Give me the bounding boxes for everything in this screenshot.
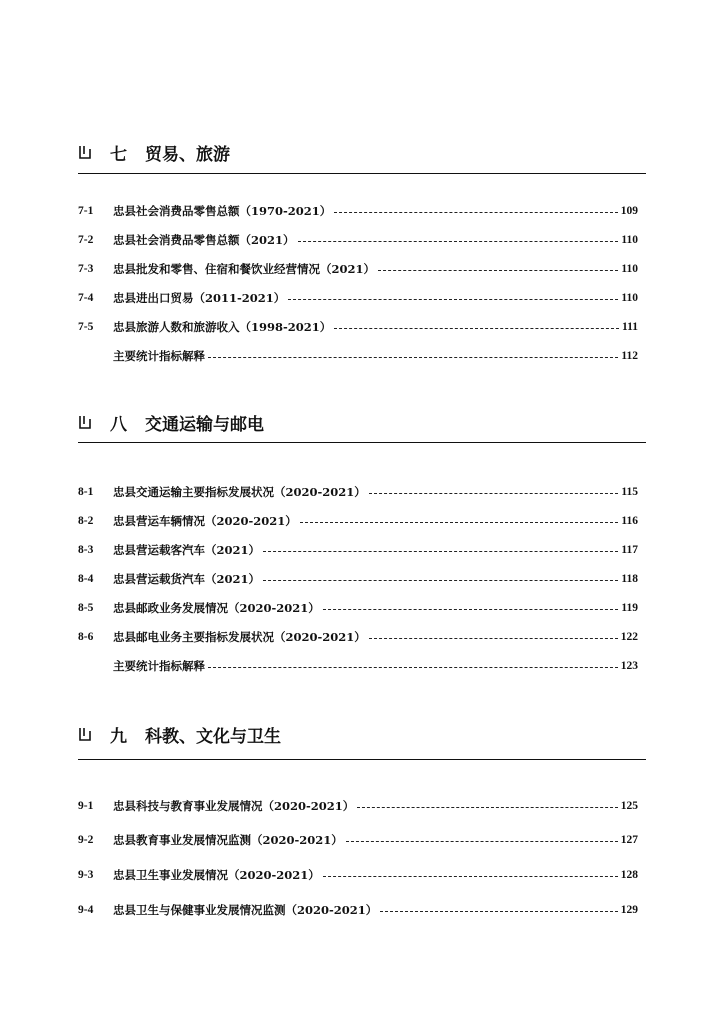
entry-page: 111 — [622, 321, 638, 333]
toc-entry[interactable] — [78, 867, 638, 883]
entry-code: 8-1 — [78, 486, 94, 498]
entry-page: 112 — [621, 350, 638, 362]
entry-code: 9-1 — [78, 800, 94, 812]
toc-entry[interactable] — [78, 798, 638, 814]
toc-entry[interactable] — [78, 902, 638, 918]
dot-leader — [334, 328, 619, 329]
section-number: 九 — [110, 726, 127, 747]
entry-page: 123 — [620, 660, 638, 672]
dot-leader — [208, 357, 618, 358]
entry-page: 127 — [620, 834, 638, 846]
entry-code: 9-4 — [78, 904, 94, 916]
section-number: 八 — [110, 414, 127, 435]
toc-entry[interactable] — [78, 600, 638, 616]
entry-title: 忠县进出口贸易（2011-2021） — [113, 291, 286, 305]
entry-code: 8-2 — [78, 515, 94, 527]
dot-leader — [300, 522, 619, 523]
toc-entry[interactable] — [78, 203, 638, 219]
dot-leader — [288, 299, 618, 300]
entry-page: 110 — [621, 234, 638, 246]
entry-page: 110 — [621, 292, 638, 304]
section-heading — [78, 409, 264, 435]
entry-title: 忠县科技与教育事业发展情况（2020-2021） — [113, 799, 355, 813]
section-heading — [78, 139, 230, 165]
section-title: 贸易、旅游 — [145, 144, 230, 165]
entry-title: 忠县教育事业发展情况监测（2020-2021） — [113, 833, 343, 847]
entry-title: 忠县营运载客汽车（2021） — [113, 543, 261, 557]
entry-title: 主要统计指标解释 — [113, 659, 205, 673]
toc-entry-notes[interactable] — [78, 348, 638, 364]
toc-entry-notes[interactable] — [78, 658, 638, 674]
entry-code: 7-1 — [78, 205, 94, 217]
toc-entry[interactable] — [78, 319, 638, 335]
toc-entry[interactable] — [78, 542, 638, 558]
dot-leader — [208, 667, 618, 668]
entry-title: 忠县卫生与保健事业发展情况监测（2020-2021） — [113, 903, 378, 917]
entry-title: 忠县邮电业务主要指标发展状况（2020-2021） — [113, 630, 366, 644]
entry-code: 9-3 — [78, 869, 94, 881]
toc-entry[interactable] — [78, 513, 638, 529]
dot-leader — [263, 551, 618, 552]
entry-page: 109 — [620, 205, 638, 217]
entry-page: 129 — [620, 904, 638, 916]
dot-leader — [369, 638, 618, 639]
section-bracket-icon — [78, 415, 92, 429]
entry-page: 118 — [621, 573, 638, 585]
dot-leader — [378, 270, 618, 271]
toc-entry[interactable] — [78, 232, 638, 248]
toc-entry[interactable] — [78, 261, 638, 277]
dot-leader — [346, 841, 618, 842]
entry-code: 8-4 — [78, 573, 94, 585]
dot-leader — [357, 807, 617, 808]
entry-title: 忠县营运车辆情况（2020-2021） — [113, 514, 297, 528]
entry-code: 7-5 — [78, 321, 94, 333]
dot-leader — [323, 876, 618, 877]
entry-code: 8-5 — [78, 602, 94, 614]
entry-page: 125 — [620, 800, 638, 812]
dot-leader — [298, 241, 619, 242]
entry-code: 7-2 — [78, 234, 94, 246]
entry-page: 122 — [620, 631, 638, 643]
dot-leader — [369, 493, 619, 494]
entry-page: 110 — [621, 263, 638, 275]
section-heading — [78, 721, 281, 747]
entry-page: 117 — [621, 544, 638, 556]
entry-title: 忠县旅游人数和旅游收入（1998-2021） — [113, 320, 332, 334]
entry-title: 忠县交通运输主要指标发展状况（2020-2021） — [113, 485, 366, 499]
section-title: 科教、文化与卫生 — [145, 726, 281, 747]
toc-entry[interactable] — [78, 484, 638, 500]
toc-entry[interactable] — [78, 571, 638, 587]
entry-page: 115 — [621, 486, 638, 498]
dot-leader — [323, 609, 619, 610]
entry-code: 9-2 — [78, 834, 94, 846]
entry-page: 128 — [620, 869, 638, 881]
toc-entry[interactable] — [78, 290, 638, 306]
toc-entry[interactable] — [78, 629, 638, 645]
dot-leader — [263, 580, 618, 581]
entry-page: 116 — [621, 515, 638, 527]
entry-title: 主要统计指标解释 — [113, 349, 205, 363]
entry-title: 忠县卫生事业发展情况（2020-2021） — [113, 868, 320, 882]
entry-title: 忠县营运载货汽车（2021） — [113, 572, 261, 586]
section-number: 七 — [110, 144, 127, 165]
section-bracket-icon — [78, 727, 92, 741]
entry-code: 8-3 — [78, 544, 94, 556]
toc-entry[interactable] — [78, 832, 638, 848]
dot-leader — [380, 911, 617, 912]
entry-title: 忠县社会消费品零售总额（2021） — [113, 233, 295, 247]
entry-title: 忠县批发和零售、住宿和餐饮业经营情况（2021） — [113, 262, 376, 276]
section-title: 交通运输与邮电 — [145, 414, 264, 435]
section-divider — [78, 173, 646, 174]
entry-code: 8-6 — [78, 631, 94, 643]
section-divider — [78, 759, 646, 760]
section-bracket-icon — [78, 145, 92, 159]
entry-code: 7-4 — [78, 292, 94, 304]
section-divider — [78, 442, 646, 443]
entry-code: 7-3 — [78, 263, 94, 275]
entry-title: 忠县邮政业务发展情况（2020-2021） — [113, 601, 320, 615]
dot-leader — [334, 212, 617, 213]
entry-title: 忠县社会消费品零售总额（1970-2021） — [113, 204, 332, 218]
entry-page: 119 — [621, 602, 638, 614]
